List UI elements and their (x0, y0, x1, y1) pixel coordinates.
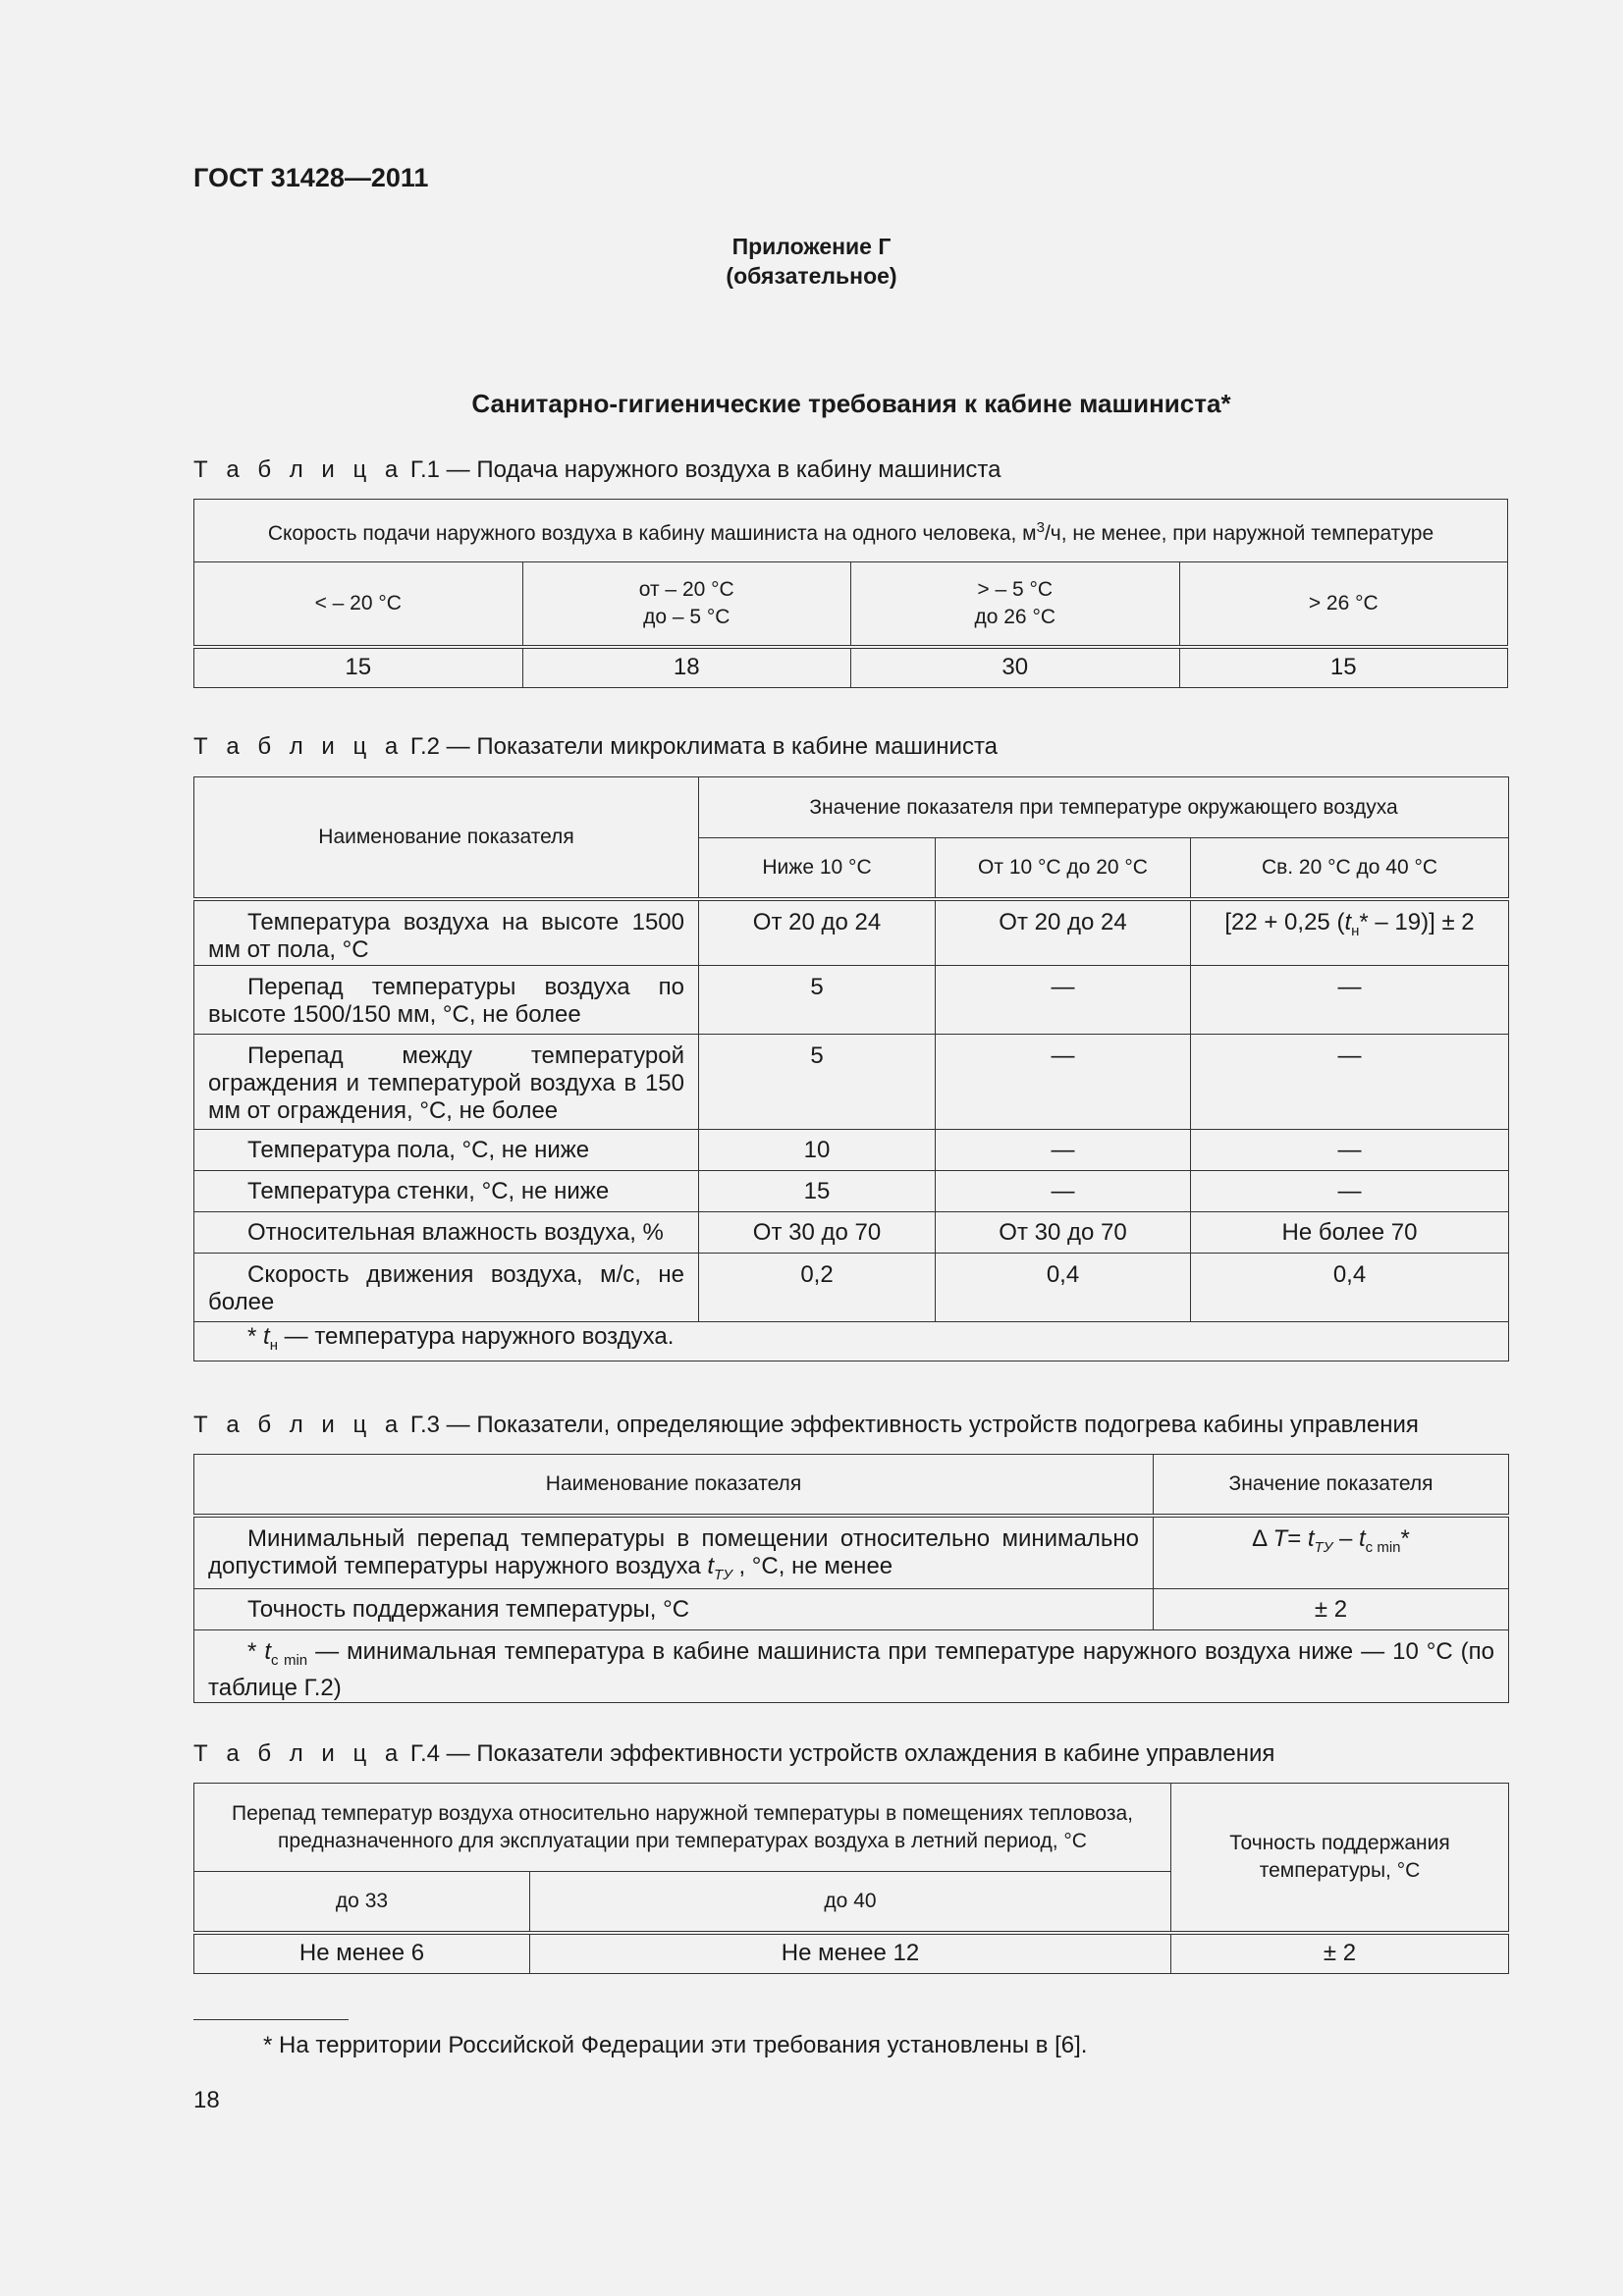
table-row (194, 1254, 1509, 1322)
table-cell: 18 (522, 647, 851, 688)
table-g4 (193, 1783, 1509, 1974)
table-cell: 0,2 (699, 1254, 936, 1322)
table-row (194, 1516, 1509, 1589)
table-cell: Точность поддержания температуры, °С (194, 1589, 1154, 1630)
table-cell: 15 (1179, 647, 1508, 688)
table-cell: 15 (194, 647, 523, 688)
table-row (194, 966, 1509, 1035)
table-g2-subcol-2: От 10 °С до 20 °С (936, 838, 1191, 899)
table-cell: Перепад температуры воздуха по высоте 1500/150 мм, °С, не более (194, 966, 699, 1035)
section-title: Санитарно-гигиенические требования к кабине машиниста* (471, 389, 1231, 418)
table-g4-caption: Т а б л и ц а Г.4 — Показатели эффективности устройств охлаждения в кабине управления (193, 1740, 1275, 1767)
table-row (194, 1212, 1509, 1254)
footnote-divider (193, 2019, 349, 2020)
table-g1-col-2: от – 20 °С до – 5 °С (522, 562, 851, 647)
footnote: * На территории Российской Федерации эти требования установлены в [6]. (263, 2032, 1088, 2058)
table-cell: 0,4 (936, 1254, 1191, 1322)
table-cell: От 30 до 70 (699, 1212, 936, 1254)
table-g1-header: Скорость подачи наружного воздуха в кабину машиниста на одного человека, $м^3/ч$, не менее, при наружной температуре (194, 500, 1508, 562)
table-g2 (193, 776, 1509, 1362)
table-cell: — (1191, 966, 1509, 1035)
table-g1 (193, 499, 1508, 688)
table-cell: — (936, 966, 1191, 1035)
table-g4-header: Перепад температур воздуха относительно наружной температуры в помещениях тепловоза, предназначенного для эксплуатации при температурах воздуха в летний период, °С (194, 1784, 1171, 1872)
table-g3 (193, 1454, 1509, 1703)
table-g2-note: * $t_н$ — температура наружного воздуха. (194, 1322, 1509, 1362)
table-cell: Относительная влажность воздуха, % (194, 1212, 699, 1254)
table-cell: — (936, 1035, 1191, 1130)
appendix-status: (обязательное) (726, 263, 897, 289)
table-row (194, 1035, 1509, 1130)
table-cell: Δ $T= t_{ТУ} - t_{с min}*$ (1154, 1516, 1509, 1589)
table-cell: — (1191, 1035, 1509, 1130)
table-row (194, 1130, 1509, 1171)
table-cell: Скорость движения воздуха, м/с, не более (194, 1254, 699, 1322)
table-g2-col-group: Значение показателя при температуре окружающего воздуха (699, 777, 1509, 838)
table-g2-subcol-3: Св. 20 °С до 40 °С (1191, 838, 1509, 899)
table-cell: 0,4 (1191, 1254, 1509, 1322)
table-cell: — (1191, 1130, 1509, 1171)
table-cell: — (936, 1171, 1191, 1212)
page-number: 18 (193, 2087, 220, 2113)
table-g1-col-4: > 26 °С (1179, 562, 1508, 647)
table-g4-col-accuracy: Точность поддержания температуры, °С (1171, 1784, 1509, 1933)
table-g3-caption: Т а б л и ц а Г.3 — Показатели, определяющие эффективность устройств подогрева кабины управления (193, 1412, 1419, 1438)
table-cell: ± 2 (1154, 1589, 1509, 1630)
table-g3-note: * $t_{c min}$ — минимальная температура в кабине машиниста при температуре наружного воздуха ниже — 10 °С (по таблице Г.2) (194, 1630, 1509, 1703)
table-row (194, 1171, 1509, 1212)
table-cell: Температура пола, °С, не ниже (194, 1130, 699, 1171)
appendix-title: Приложение Г (731, 234, 892, 259)
table-row (194, 1933, 1509, 1974)
table-cell: От 30 до 70 (936, 1212, 1191, 1254)
table-cell: Перепад между температурой ограждения и температурой воздуха в 150 мм от ограждения, °С, не более (194, 1035, 699, 1130)
table-cell: 15 (699, 1171, 936, 1212)
table-cell: 10 (699, 1130, 936, 1171)
table-row (194, 899, 1509, 966)
table-g4-subcol-1: до 33 (194, 1872, 530, 1933)
table-cell: Не менее 6 (194, 1933, 530, 1974)
table-g1-caption: Т а б л и ц а Г.1 — Подача наружного воздуха в кабину машиниста (193, 456, 1001, 483)
table-row (194, 647, 1508, 688)
document-id: ГОСТ 31428—2011 (193, 163, 429, 192)
table-cell: Не более 70 (1191, 1212, 1509, 1254)
table-cell: От 20 до 24 (699, 899, 936, 966)
table-cell: Температура воздуха на высоте 1500 мм от пола, °С (194, 899, 699, 966)
table-cell: [22 + 0,25 $(t_н* - 19)] \pm 2$ (1191, 899, 1509, 966)
table-g3-col-value: Значение показателя (1154, 1455, 1509, 1516)
table-g2-col-name: Наименование показателя (194, 777, 699, 899)
table-g2-caption: Т а б л и ц а Г.2 — Показатели микроклимата в кабине машиниста (193, 733, 999, 760)
table-cell: 5 (699, 966, 936, 1035)
table-cell: Минимальный перепад температуры в помещении относительно минимально допустимой температуры наружного воздуха $t_{ТУ}$ , °С, не менее (194, 1516, 1154, 1589)
table-cell: Не менее 12 (530, 1933, 1171, 1974)
table-cell: ± 2 (1171, 1933, 1509, 1974)
table-g3-col-name: Наименование показателя (194, 1455, 1154, 1516)
table-g4-subcol-2: до 40 (530, 1872, 1171, 1933)
table-cell: — (936, 1130, 1191, 1171)
table-g1-col-1: < – 20 °С (194, 562, 523, 647)
table-cell: — (1191, 1171, 1509, 1212)
table-cell: 30 (851, 647, 1180, 688)
table-row (194, 1589, 1509, 1630)
table-g2-subcol-1: Ниже 10 °С (699, 838, 936, 899)
table-cell: 5 (699, 1035, 936, 1130)
table-cell: Температура стенки, °С, не ниже (194, 1171, 699, 1212)
table-g1-col-3: > – 5 °С до 26 °С (851, 562, 1180, 647)
table-cell: От 20 до 24 (936, 899, 1191, 966)
